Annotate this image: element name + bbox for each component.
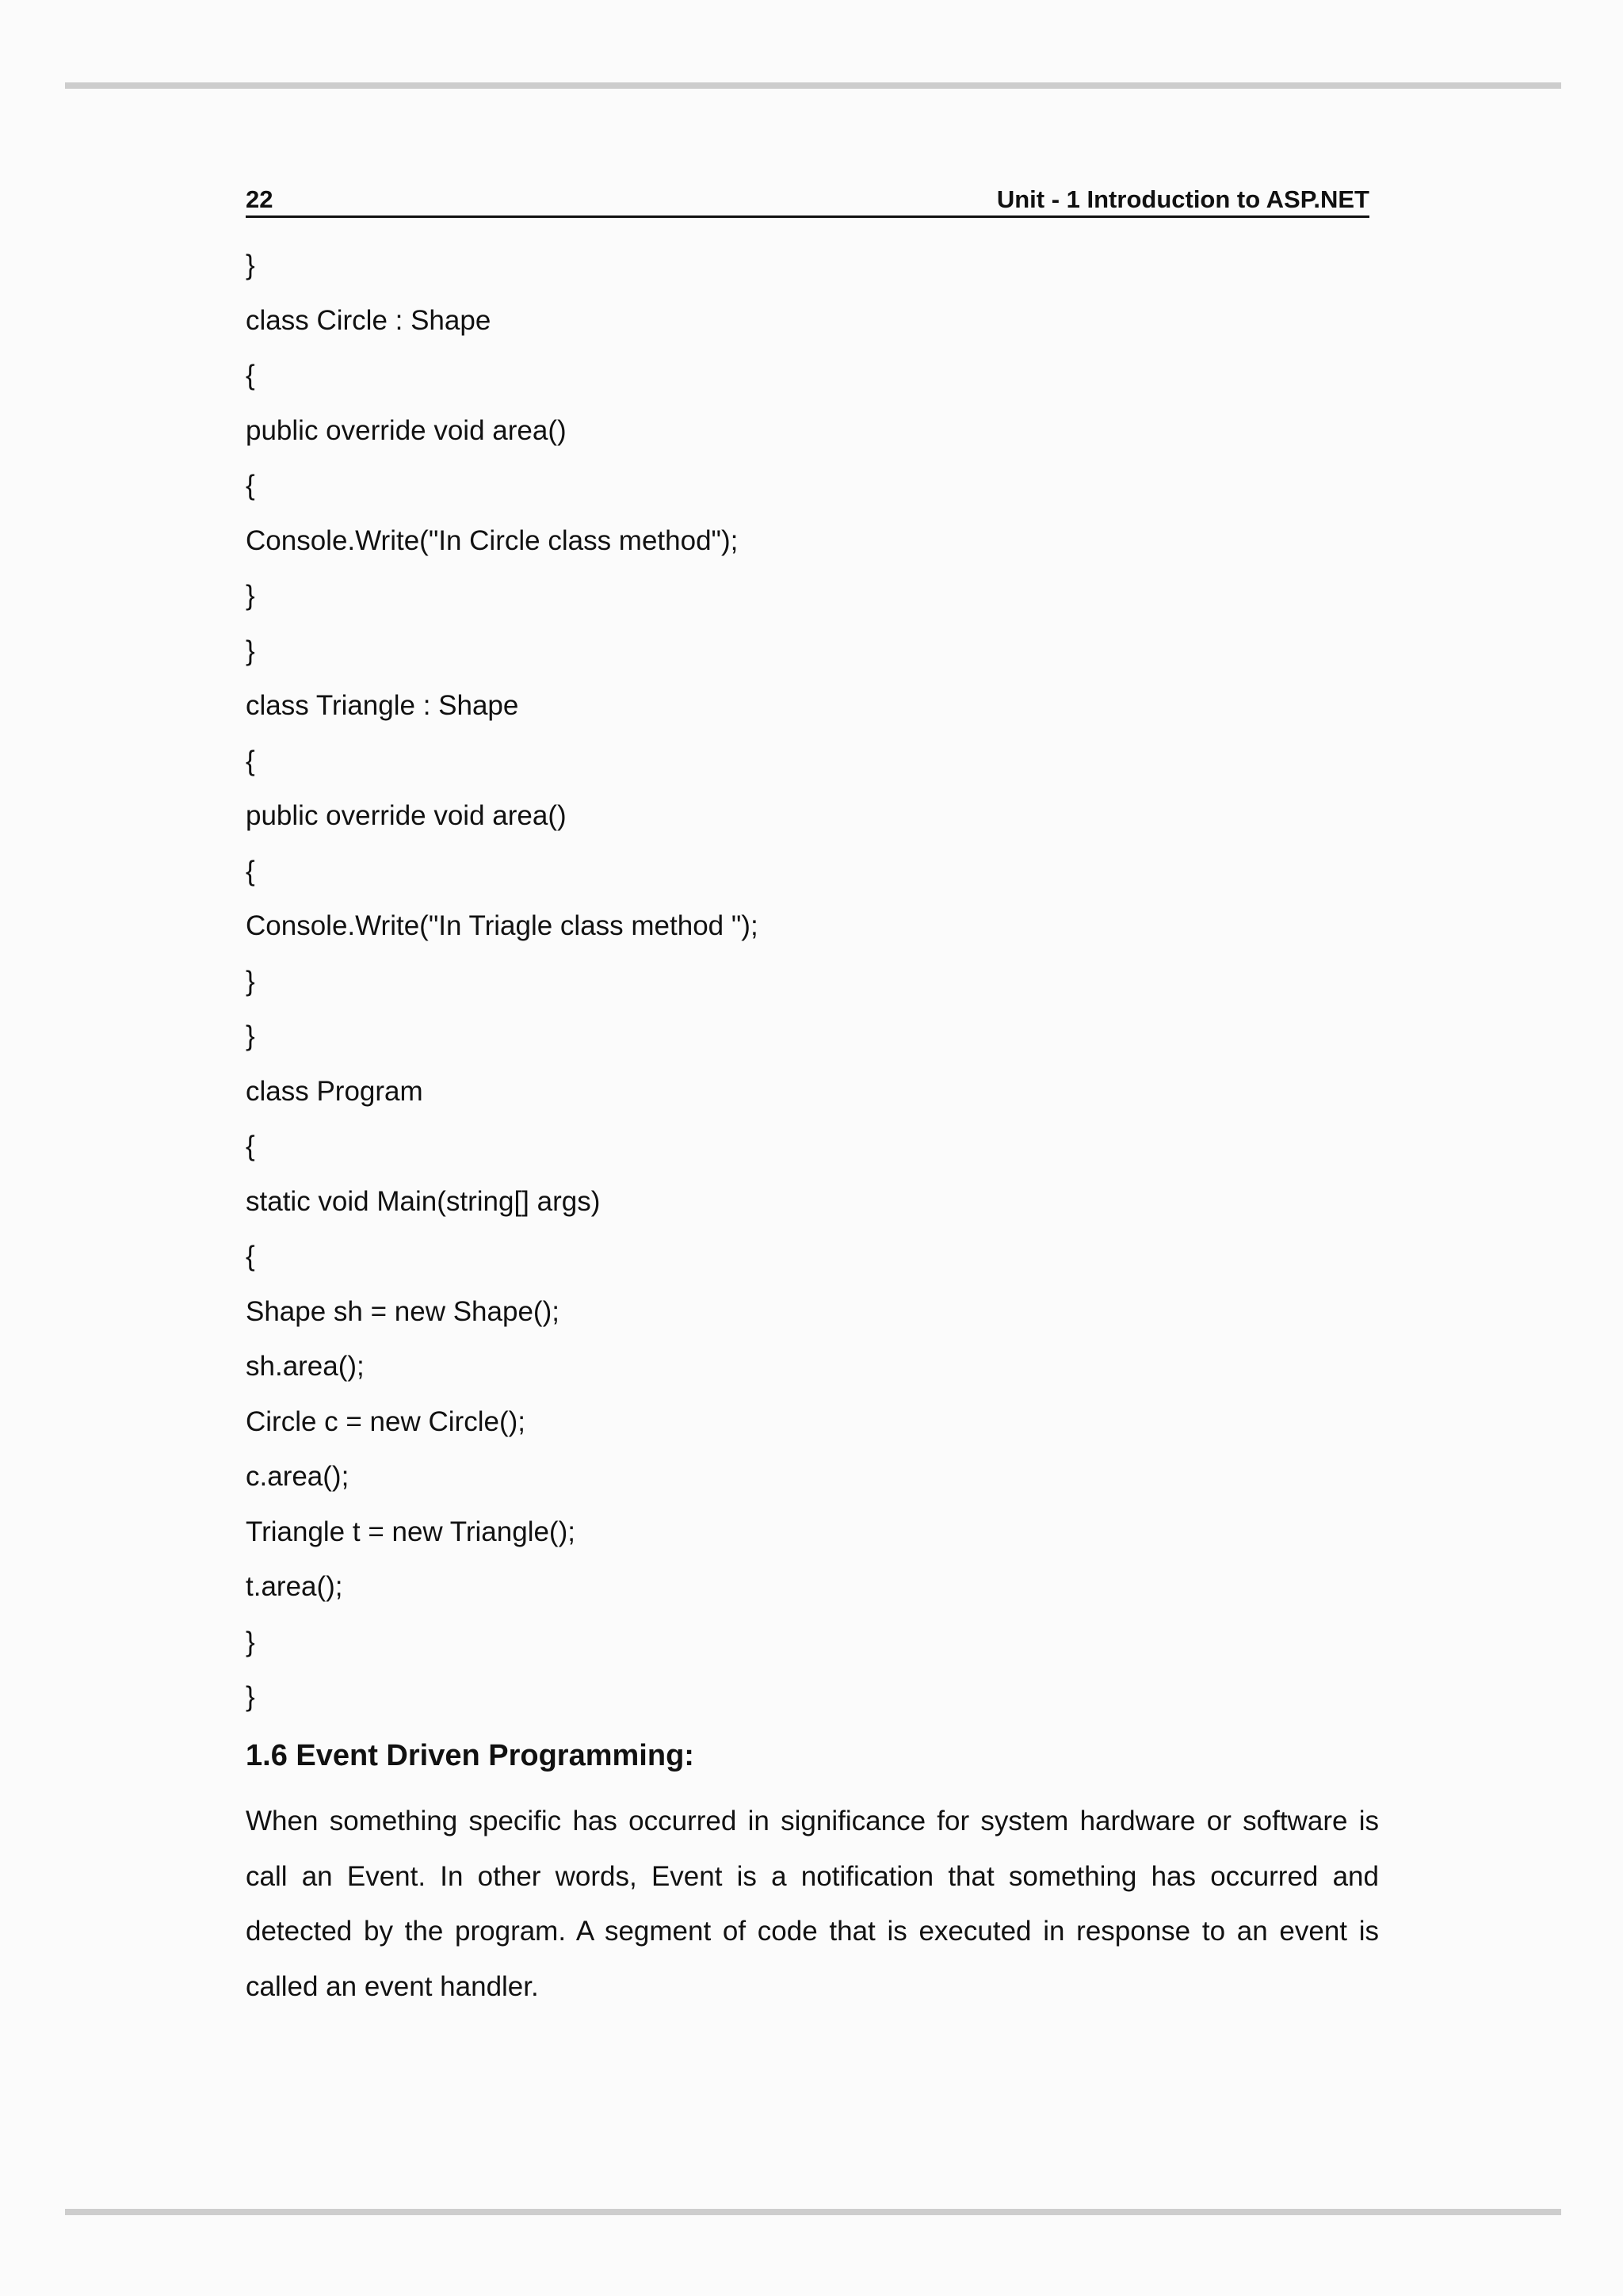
code-line: public override void area() [246, 414, 567, 446]
section-heading: 1.6 Event Driven Programming: [246, 1739, 694, 1772]
code-line: { [246, 1131, 255, 1161]
code-line: Triangle t = new Triangle(); [246, 1516, 575, 1547]
bottom-border-rule [65, 2209, 1561, 2215]
code-line: } [246, 250, 255, 280]
code-line: c.area(); [246, 1461, 349, 1492]
code-line: { [246, 855, 255, 887]
code-line: Circle c = new Circle(); [246, 1405, 525, 1437]
code-listing [246, 247, 1403, 1734]
code-line: class Program [246, 1075, 423, 1107]
code-line: } [246, 580, 255, 611]
page-number: 22 [246, 185, 273, 213]
code-line: public override void area() [246, 800, 567, 831]
code-line: t.area(); [246, 1571, 343, 1602]
code-line: { [246, 745, 255, 776]
code-line: Console.Write("In Circle class method"); [246, 524, 739, 556]
page-header [246, 184, 1369, 218]
code-line: static void Main(string[] args) [246, 1185, 601, 1217]
code-line: class Circle : Shape [246, 304, 491, 336]
code-line: } [246, 635, 255, 666]
code-line: Console.Write("In Triagle class method "); [246, 910, 758, 941]
code-line: } [246, 1626, 255, 1657]
section-paragraph: When something specific has occurred in significance for system hardware or software is call an Event. In other words, Event is a notification that something has occurred and detected by the program. A segment of code that is executed in response to an event is called an event handler. [246, 1806, 1379, 2002]
code-line: } [246, 1020, 255, 1051]
unit-title: Unit - 1 Introduction to ASP.NET [996, 185, 1369, 213]
code-line: { [246, 360, 255, 391]
code-line: } [246, 965, 255, 997]
top-border-rule [65, 82, 1561, 89]
code-line: sh.area(); [246, 1351, 365, 1382]
code-line: { [246, 1241, 255, 1272]
code-line: class Triangle : Shape [246, 690, 519, 721]
code-line: { [246, 470, 255, 501]
code-line: Shape sh = new Shape(); [246, 1295, 559, 1327]
code-line: } [246, 1681, 255, 1712]
